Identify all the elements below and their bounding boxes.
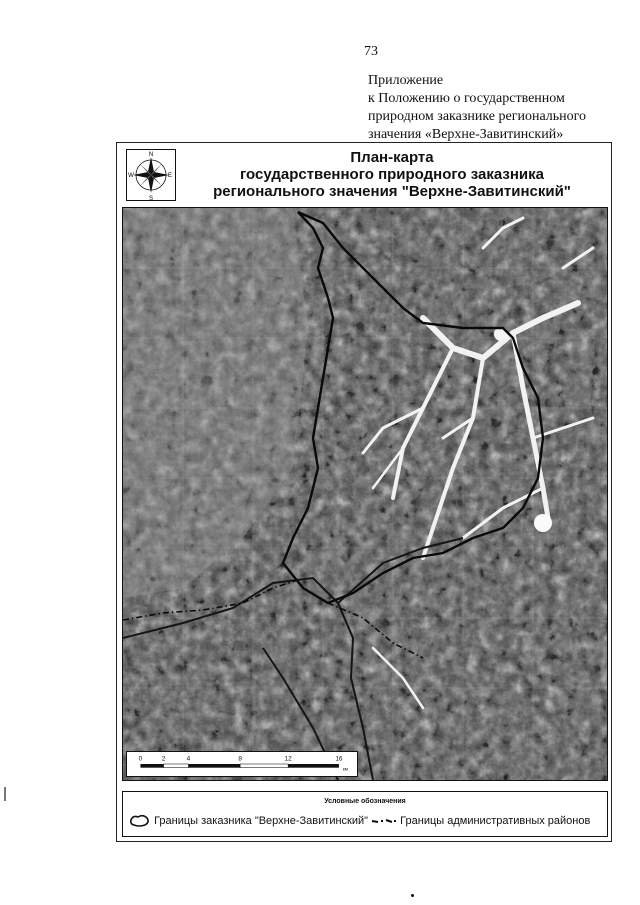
- scale-unit: км: [342, 766, 348, 772]
- district-boundary-icon: [371, 816, 397, 826]
- legend-row: [129, 814, 605, 832]
- map-title-line: План-карта: [350, 149, 434, 166]
- map-sheet: [116, 142, 612, 842]
- reserve-boundary-icon: [129, 814, 151, 828]
- map-title-line: регионального значения "Верхне-Завитинский": [213, 183, 571, 200]
- scale-tick-label: 12: [284, 755, 292, 763]
- appendix-line: Приложение: [368, 73, 444, 88]
- map-title: [177, 149, 607, 200]
- scale-tick-label: 8: [238, 755, 242, 763]
- compass-east: E: [167, 173, 173, 179]
- satellite-map: [122, 207, 608, 781]
- scale-tick-label: 16: [335, 755, 343, 763]
- map-canvas: [123, 208, 607, 780]
- scale-tick-label: 0: [138, 755, 143, 763]
- scale-tick-label: 4: [186, 755, 191, 763]
- legend-title: Условные обозначения: [324, 798, 406, 805]
- page-number: 73: [364, 44, 378, 59]
- scale-segments: [140, 764, 338, 768]
- legend-reserve-boundary: Границы заказника "Верхне-Завитинский": [154, 815, 369, 827]
- map-legend: [122, 791, 608, 837]
- clearing-patch: [534, 514, 552, 532]
- compass-west: W: [128, 173, 134, 179]
- appendix-heading: [368, 72, 630, 144]
- appendix-line: значения «Верхне-Завитинский»: [368, 127, 564, 142]
- appendix-line: к Положению о государственном: [368, 91, 565, 106]
- footer-dot: [411, 894, 414, 897]
- margin-mark: [4, 787, 6, 801]
- map-title-line: государственного природного заказника: [240, 166, 544, 183]
- appendix-line: природном заказнике регионального: [368, 109, 587, 124]
- scale-tick-label: 2: [161, 755, 166, 763]
- compass-rose-icon: [126, 149, 176, 201]
- compass-north: N: [148, 152, 154, 158]
- compass-south: S: [148, 196, 154, 201]
- legend-district-boundary: Границы административных районов: [400, 815, 591, 827]
- scale-bar: [126, 751, 358, 777]
